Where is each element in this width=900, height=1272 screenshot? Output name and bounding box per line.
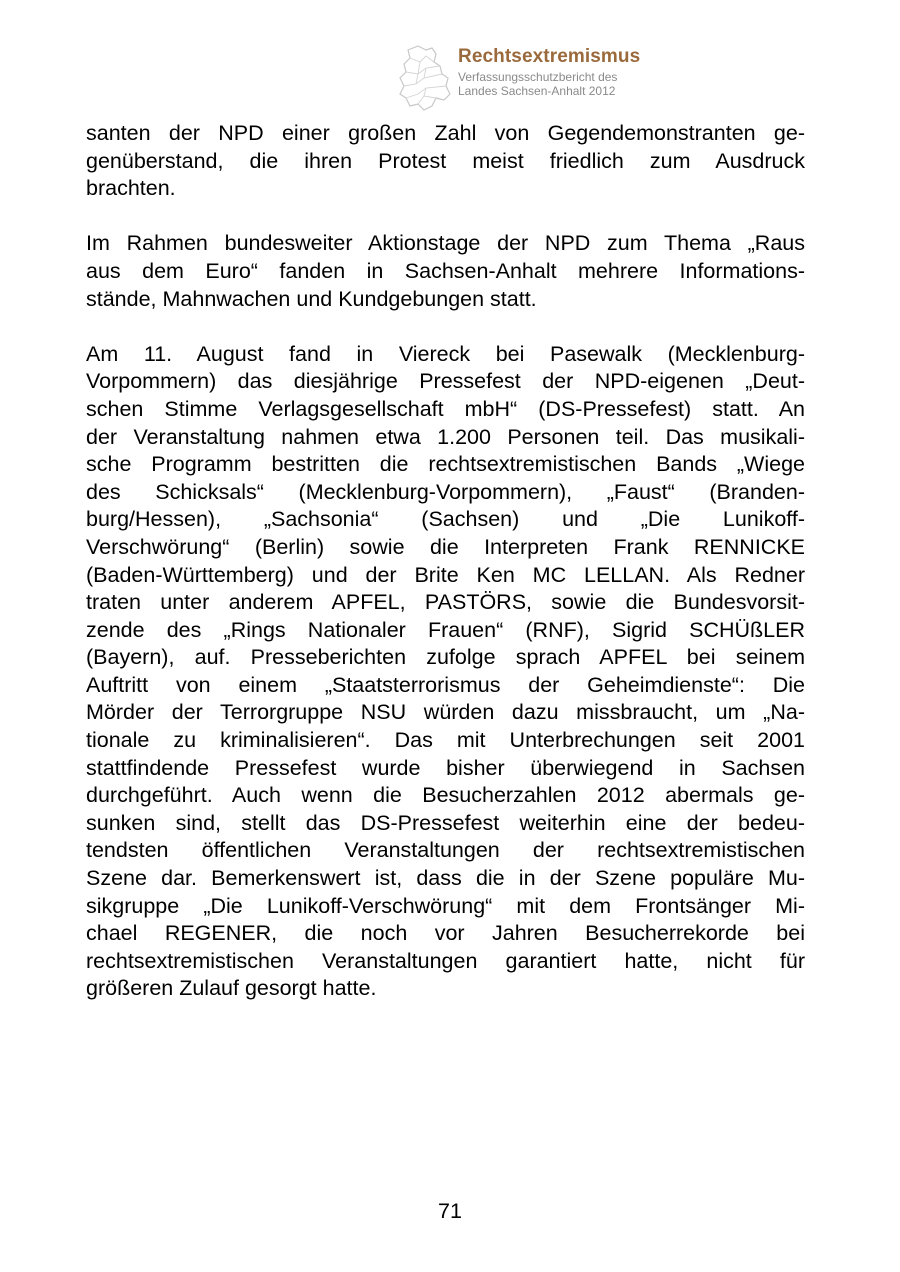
- text-line: zende des „Rings Nationaler Frauen“ (RNF), Sigrid SCHÜßLER: [86, 617, 805, 642]
- text-line: der Veranstaltung nahmen etwa 1.200 Personen teil. Das musikali-: [86, 424, 805, 449]
- text-line: (Bayern), auf. Presseberichten zufolge sprach APFEL bei seinem: [86, 645, 805, 670]
- text-line: tendsten öffentlichen Veranstaltungen der rechtsextremistischen: [86, 838, 805, 863]
- text-line: sche Programm bestritten die rechtsextremistischen Bands „Wiege: [86, 452, 805, 477]
- body-text: [86, 120, 805, 1003]
- text-line: sunken sind, stellt das DS-Pressefest weiterhin eine der bedeu-: [86, 810, 805, 835]
- text-line: sikgruppe „Die Lunikoff-Verschwörung“ mit dem Frontsänger Mi-: [86, 893, 805, 918]
- text-line: Szene dar. Bemerkenswert ist, dass die in der Szene populäre Mu-: [86, 866, 805, 891]
- text-line: des Schicksals“ (Mecklenburg-Vorpommern), „Faust“ (Branden-: [86, 479, 805, 504]
- sachsen-anhalt-map-icon: [396, 44, 458, 114]
- text-line: rechtsextremistischen Veranstaltungen garantiert hatte, nicht für: [86, 948, 805, 973]
- text-line: santen der NPD einer großen Zahl von Gegendemonstranten ge-: [86, 121, 805, 145]
- text-line: Verschwörung“ (Berlin) sowie die Interpreten Frank RENNICKE: [86, 534, 805, 559]
- header-subtitle-line-1: Verfassungsschutzbericht des: [458, 70, 618, 84]
- text-line: Am 11. August fand in Viereck bei Pasewalk (Mecklenburg-: [86, 341, 805, 366]
- text-line: traten unter anderem APFEL, PASTÖRS, sowie die Bundesvorsit-: [86, 590, 805, 615]
- page-header: [396, 44, 696, 114]
- text-line: (Baden-Württemberg) und der Brite Ken MC LELLAN. Als Redner: [86, 562, 805, 587]
- text-line: chael REGENER, die noch vor Jahren Besucherrekorde bei: [86, 921, 805, 946]
- text-line: brachten.: [86, 176, 176, 201]
- text-line: tionale zu kriminalisieren“. Das mit Unterbrechungen seit 2001: [86, 728, 805, 753]
- header-subtitle-line-2: Landes Sachsen-Anhalt 2012: [458, 84, 616, 98]
- text-line: Auftritt von einem „Staatsterrorismus der Geheimdienste“: Die: [86, 672, 805, 697]
- text-line: genüberstand, die ihren Protest meist friedlich zum Ausdruck: [86, 148, 805, 173]
- text-line: größeren Zulauf gesorgt hatte.: [86, 976, 377, 1001]
- text-line: stände, Mahnwachen und Kundgebungen statt.: [86, 286, 537, 311]
- text-line: burg/Hessen), „Sachsonia“ (Sachsen) und „Die Lunikoff-: [86, 507, 805, 532]
- text-line: Im Rahmen bundesweiter Aktionstage der NPD zum Thema „Raus: [86, 231, 805, 256]
- text-line: Mörder der Terrorgruppe NSU würden dazu missbraucht, um „Na-: [86, 700, 805, 725]
- text-line: aus dem Euro“ fanden in Sachsen-Anhalt mehrere Informations-: [86, 258, 805, 283]
- text-line: schen Stimme Verlagsgesellschaft mbH“ (DS-Pressefest) statt. An: [86, 396, 805, 421]
- text-line: stattfindende Pressefest wurde bisher überwiegend in Sachsen: [86, 755, 805, 780]
- paragraph-3: [86, 341, 805, 1003]
- header-title: Rechtsextremismus: [458, 46, 641, 67]
- text-line: durchgeführt. Auch wenn die Besucherzahlen 2012 abermals ge-: [86, 783, 805, 808]
- page-number: 71: [438, 1199, 462, 1223]
- paragraph-1: [86, 120, 805, 203]
- paragraph-2: [86, 230, 805, 313]
- text-line: Vorpommern) das diesjährige Pressefest der NPD-eigenen „Deut-: [86, 369, 805, 394]
